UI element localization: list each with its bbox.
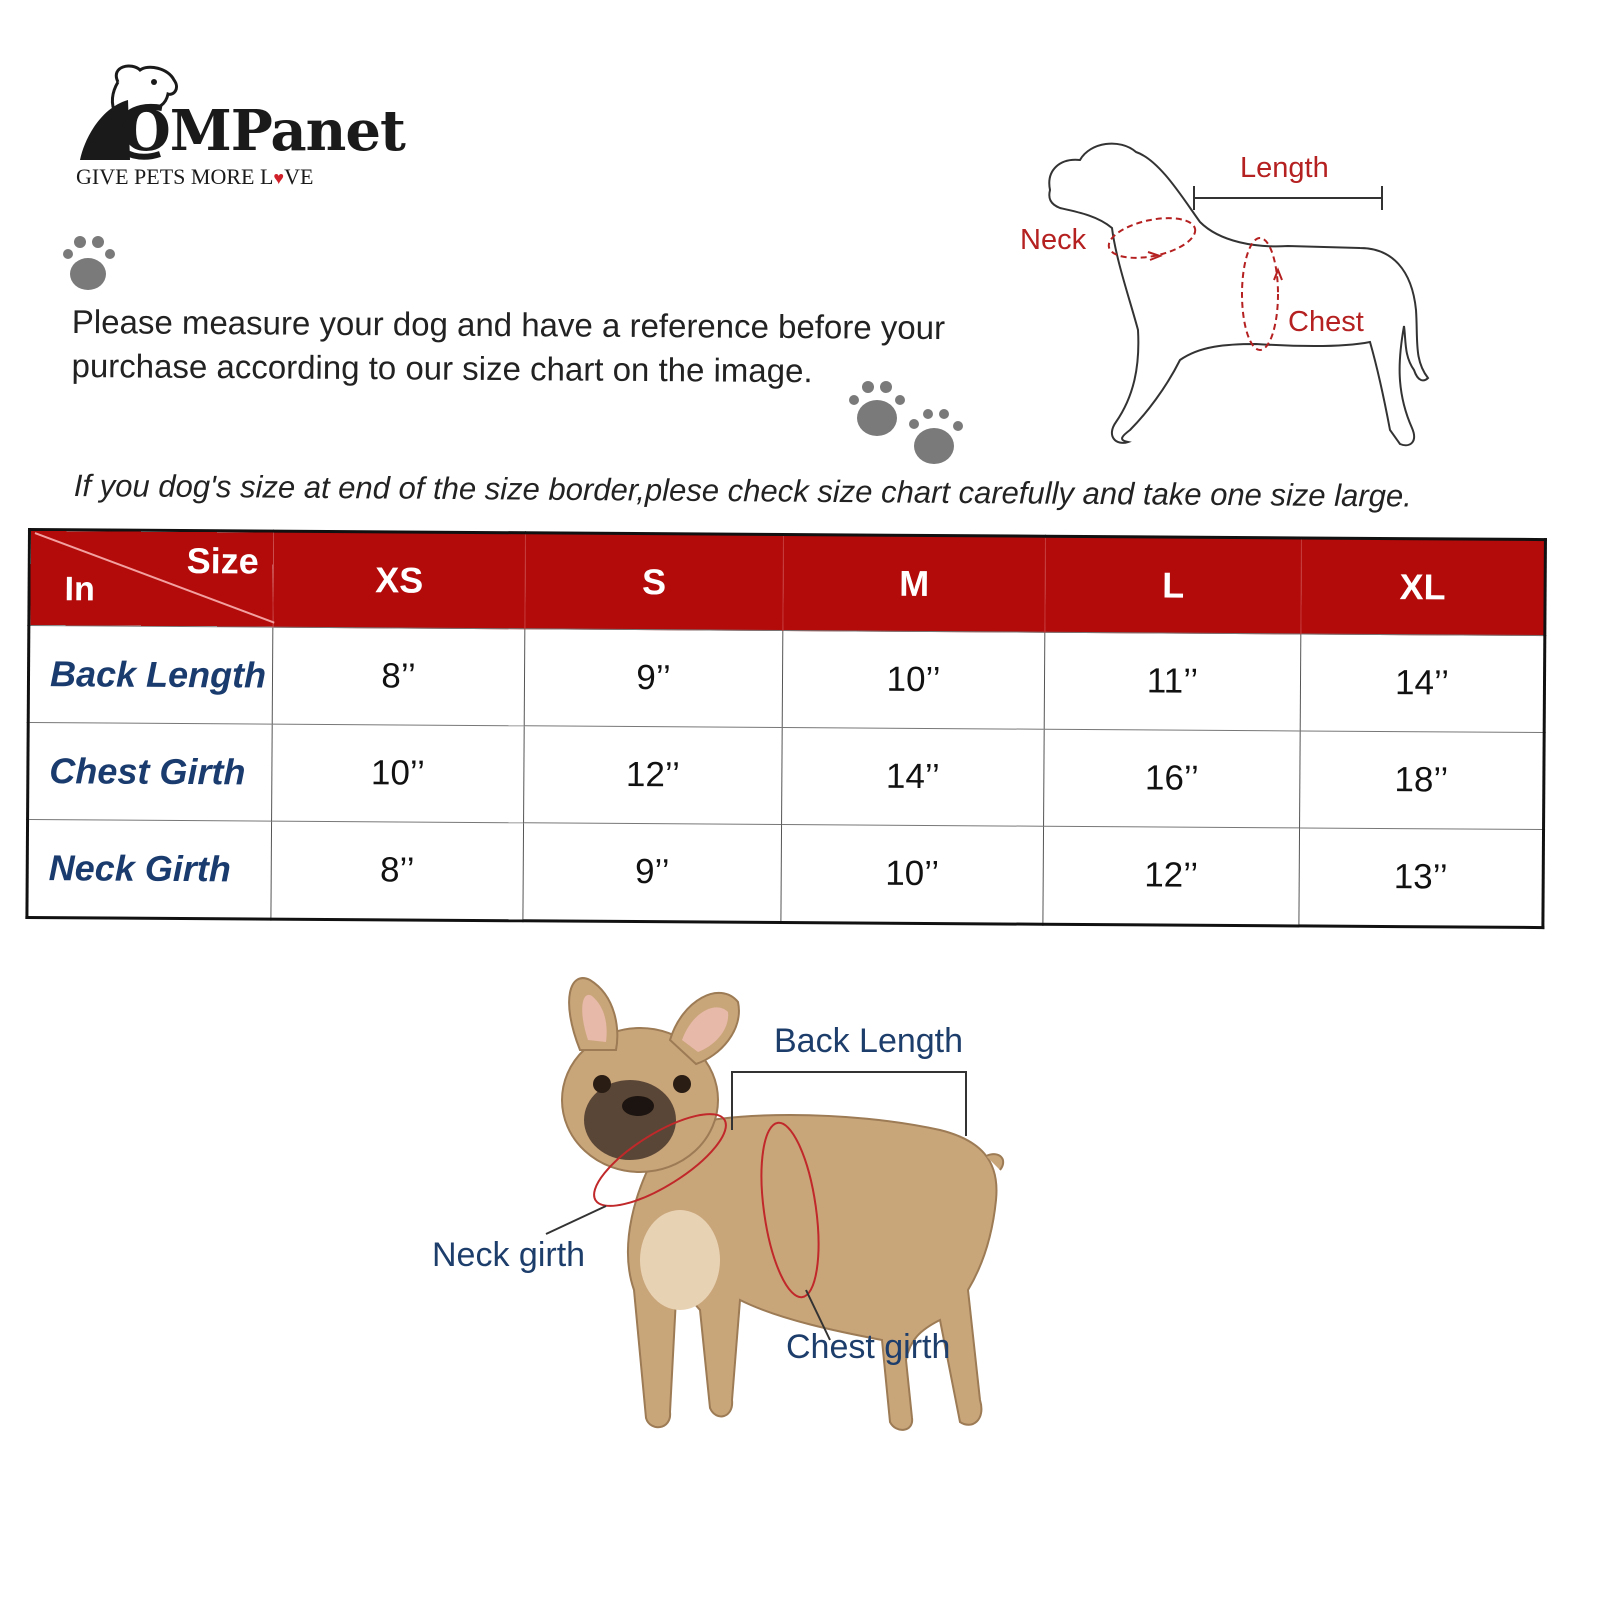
table-corner-cell: [29, 530, 274, 628]
dog-photo-diagram: [420, 960, 1060, 1480]
table-cell: 8’’: [272, 627, 525, 726]
table-cell: 9’’: [523, 823, 782, 923]
measurement-outline-diagram: [1020, 130, 1470, 470]
table-cell: 18’’: [1300, 731, 1545, 830]
chest-label: Chest: [1288, 306, 1364, 338]
table-cell: 12’’: [1043, 826, 1300, 926]
table-cell: 11’’: [1044, 632, 1301, 731]
size-header-l: L: [1045, 536, 1302, 634]
tagline-text: GIVE PETS MORE L: [76, 164, 274, 189]
chest-girth-label: Chest girth: [786, 1328, 951, 1366]
size-chart-table: [25, 528, 1547, 929]
length-label: Length: [1240, 152, 1329, 184]
intro-text: Please measure your dog and have a reference before your purchase according to our size chart on the image.: [71, 302, 946, 390]
table-header-row: [29, 530, 1546, 636]
row-label-chest-girth: Chest Girth: [28, 723, 273, 822]
size-header-xl: XL: [1301, 538, 1546, 636]
brand-logo: [70, 60, 405, 190]
table-cell: 16’’: [1044, 729, 1301, 828]
table-cell: 14’’: [782, 728, 1045, 827]
neck-label: Neck: [1020, 224, 1087, 256]
table-cell: 12’’: [524, 726, 783, 825]
table-row: [28, 626, 1545, 733]
paw-print-icon: [60, 234, 116, 294]
corner-size-label: Size: [186, 540, 259, 582]
size-header-xs: XS: [273, 531, 526, 629]
size-header-s: S: [525, 533, 784, 631]
table-cell: 13’’: [1299, 828, 1544, 928]
back-length-label: Back Length: [774, 1022, 964, 1060]
table-row: [28, 723, 1545, 830]
table-cell: 10’’: [781, 825, 1044, 925]
corner-unit-label: In: [64, 570, 95, 609]
paw-print-icon: [906, 408, 966, 468]
table-cell: 9’’: [524, 629, 783, 728]
table-row: [27, 820, 1544, 928]
row-label-back-length: Back Length: [28, 626, 273, 725]
neck-girth-label: Neck girth: [432, 1236, 586, 1274]
row-label-neck-girth: Neck Girth: [27, 820, 272, 920]
brand-tagline: [76, 164, 313, 190]
french-bulldog-illustration: [420, 960, 1060, 1480]
brand-name: OMPanet: [122, 98, 405, 164]
size-header-m: M: [783, 535, 1046, 633]
size-note: If you dog's size at end of the size border,plese check size chart carefully and take one size large.: [73, 468, 1412, 514]
table-cell: 10’’: [272, 724, 525, 823]
table-cell: 14’’: [1300, 634, 1545, 733]
table-cell: 10’’: [782, 631, 1045, 730]
heart-icon: ♥: [273, 168, 285, 188]
tagline-text-end: VE: [284, 164, 314, 189]
table-cell: 8’’: [271, 821, 524, 921]
